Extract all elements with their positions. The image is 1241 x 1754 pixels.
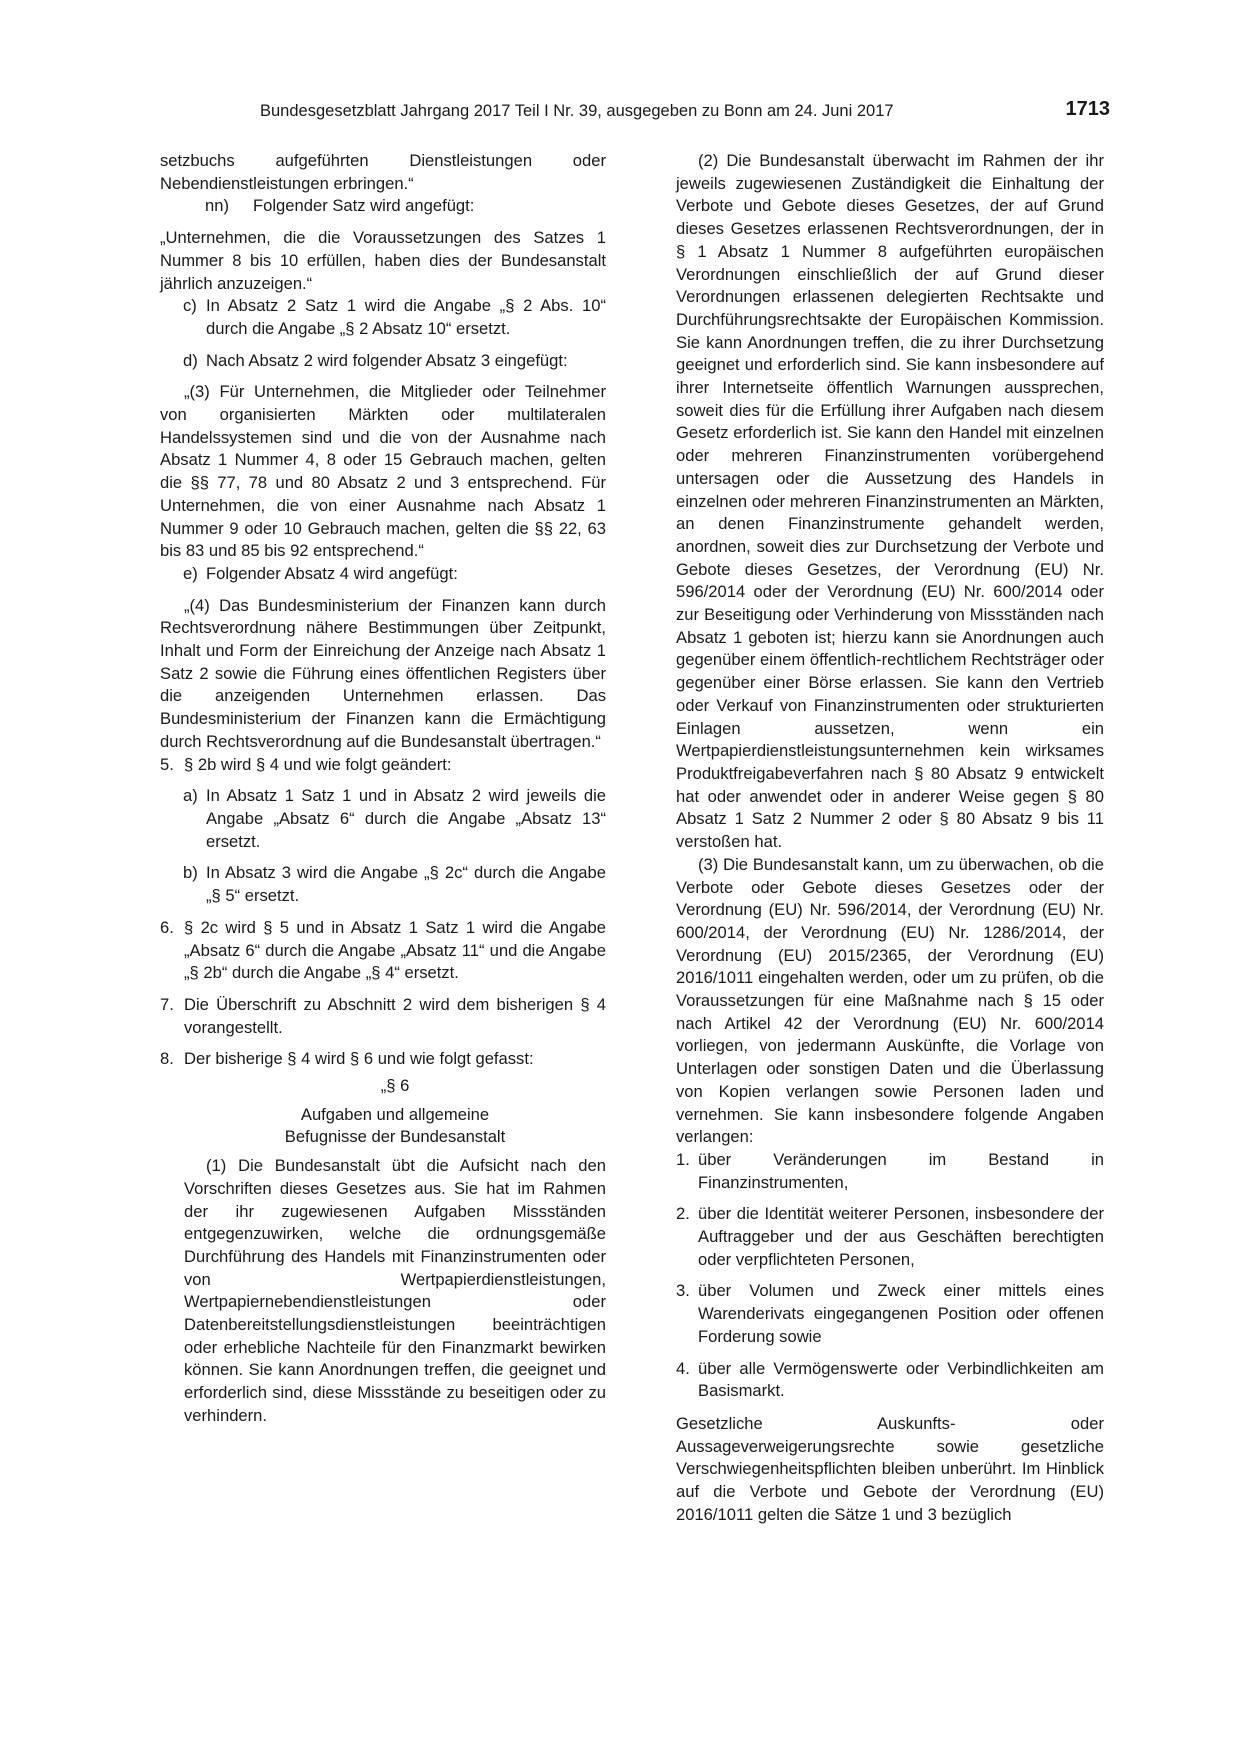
item-label: a) [183,786,198,806]
item-text: über Veränderungen im Bestand in Finanzinstrumenten, [698,1149,1104,1192]
running-title: Bundesgesetzblatt Jahrgang 2017 Teil I Nr. 39, ausgegeben zu Bonn am 24. Juni 2017 [260,102,894,120]
continued-text: setzbuchs aufgeführten Dienstleistungen oder Nebendienstleistungen erbringen.“ [160,151,606,193]
page-header [160,98,1110,126]
item-label: 1. [676,1149,690,1169]
item-text: über Volumen und Zweck einer mittels eines Warenderivats eingegangenen Position oder offenen Forderung sowie [698,1281,1104,1346]
item-text: über die Identität weiterer Personen, insbesondere der Auftraggeber und der aus Geschäften berechtigten oder verpflichteten Personen, [698,1204,1104,1269]
item-text: § 2c wird § 5 und in Absatz 1 Satz 1 wird die Angabe „Absatz 6“ durch die Angabe „Absatz 11“ und die Angabe „§ 2b“ durch die Angabe „§ 4“ ersetzt. [184,917,606,983]
section-title-line-2: Befugnisse der Bundesanstalt [284,1127,506,1147]
right-column [676,150,1104,1526]
list-item [676,1203,1104,1271]
section-paragraph-2: (2) Die Bundesanstalt überwacht im Rahmen der ihr jeweils zugewiesenen Zuständigkeit die Einhaltung der Verbote und Gebote dieses Gesetzes, der auf Grund dieses Gesetzes erlassenen Rechtsverordnungen, der in § 1 Absatz 1 Nummer 8 aufgeführten europäischen Verordnungen einschließlich der auf Grund dieser Verordnungen erlassenen delegierten Rechtsakte und Durchführungsrechtsakte der Europäischen Kommission. Sie kann Anordnungen treffen, die zu ihrer Durchsetzung geeignet und erforderlich sind. Sie kann insbesondere auf ihrer Internetseite öffentlich Warnungen aussprechen, soweit dies für die Erfüllung ihrer Aufgaben nach diesem Gesetz erforderlich ist. Sie kann den Handel mit einzelnen oder mehreren Finanzinstrumenten vorübergehend untersagen oder die Aussetzung des Handels in einzelnen oder mehreren Finanzinstrumenten an Märkten, an denen Finanzinstrumente gehandelt werden, anordnen, soweit dies zur Durchsetzung der Verbote und Gebote dieses Gesetzes, der Verordnung (EU) Nr. 596/2014 oder der Verordnung (EU) Nr. 600/2014 oder zur Beseitigung oder Verhinderung von Missständen nach Absatz 1 geboten ist; hierzu kann sie Anordnungen auch gegenüber einem öffentlich-rechtlichem Rechtsträger oder gegenüber einer Börse erlassen. Sie kann den Vertrieb oder Verkauf von Finanzinstrumenten oder strukturierten Einlagen aussetzen, wenn ein Wertpapierdienstleistungsunternehmen kein wirksames Produktfreigabeverfahren nach § 80 Absatz 9 entwickelt hat oder anwendet oder in anderer Weise gegen § 80 Absatz 1 Satz 2 Nummer 2 oder § 80 Absatz 9 bis 11 verstoßen hat. [676,151,1104,852]
item-label: 7. [160,994,174,1014]
list-item-8 [160,1048,606,1071]
item-text: Folgender Satz wird angefügt: [253,196,475,216]
item-label: 8. [160,1049,174,1069]
left-column [160,150,606,1428]
list-item-5a [183,785,606,853]
item-label: b) [183,863,198,883]
list-item [676,1149,1104,1194]
item-label: d) [183,350,198,370]
item-text: § 2b wird § 4 und wie folgt geändert: [184,754,452,774]
quoted-paragraph-3: „(3) Für Unternehmen, die Mitglieder oder Teilnehmer von organisierten Märkten oder multilateralen Handelssystemen sind und die von der Ausnahme nach Absatz 1 Nummer 4, 8 oder 15 Gebrauch machen, gelten die §§ 77, 78 und 80 Absatz 2 und 3 entsprechend. Für Unternehmen, die von einer Ausnahme nach Absatz 1 Nummer 9 oder 10 Gebrauch machen, gelten die §§ 22, 63 bis 83 und 85 bis 92 entsprechend.“ [160,382,606,561]
list-item-d [183,350,606,373]
item-label: nn) [205,196,229,216]
quoted-paragraph-4: „(4) Das Bundesministerium der Finanzen kann durch Rechtsverordnung nähere Bestimmungen über Zeitpunkt, Inhalt und Form der Einreichung der Anzeige nach Absatz 1 Satz 2 sowie die Führung eines öffentlichen Registers über die anzeigenden Unternehmen erlassen. Das Bundesministerium der Finanzen kann die Ermächtigung durch Rechtsverordnung auf die Bundesanstalt übertragen.“ [160,595,606,751]
closing-paragraph: Gesetzliche Auskunfts- oder Aussageverweigerungsrechte sowie gesetzliche Verschwiegenheitspflichten bleiben unberührt. Im Hinblick auf die Verbote und Gebote der Verordnung (EU) 2016/1011 gelten die Sätze 1 und 3 bezüglich [676,1413,1104,1524]
item-label: 3. [676,1281,690,1301]
quoted-sentence: „Unternehmen, die die Voraussetzungen des Satzes 1 Nummer 8 bis 10 erfüllen, haben dies der Bundesanstalt jährlich anzuzeigen.“ [160,228,606,293]
list-item-6 [160,917,606,985]
item-label: 4. [676,1358,690,1378]
item-text: In Absatz 1 Satz 1 und in Absatz 2 wird jeweils die Angabe „Absatz 6“ durch die Angabe „Absatz 13“ ersetzt. [206,786,606,851]
list-item-5b [183,862,606,907]
item-label: c) [183,296,197,316]
item-text: Folgender Absatz 4 wird angefügt: [206,563,458,583]
item-text: Die Überschrift zu Abschnitt 2 wird dem bisherigen § 4 vorangestellt. [184,994,606,1037]
list-item-7 [160,994,606,1039]
item-text: Der bisherige § 4 wird § 6 und wie folgt gefasst: [184,1049,534,1069]
list-item [676,1358,1104,1403]
section-number: „§ 6 [380,1076,410,1096]
item-label: 6. [160,917,174,937]
list-item-e [183,563,606,586]
item-label: e) [183,563,198,583]
item-label: 2. [676,1204,690,1224]
section-paragraph-1: (1) Die Bundesanstalt übt die Aufsicht nach den Vorschriften dieses Gesetzes aus. Sie hat im Rahmen der ihr zugewiesenen Aufgaben Missständen entgegenzuwirken, welche die ordnungsgemäße Durchführung des Handels mit Finanzinstrumenten oder von Wertpapierdienstleistungen, Wertpapiernebendienstleistungen oder Datenbereitstellungsdienstleistungen beeinträchtigen oder erhebliche Nachteile für den Finanzmarkt bewirken können. Sie kann Anordnungen treffen, die geeignet und erforderlich sind, diese Missstände zu beseitigen oder zu verhindern. [184,1156,606,1425]
item-text: In Absatz 2 Satz 1 wird die Angabe „§ 2 Abs. 10“ durch die Angabe „§ 2 Absatz 10“ ersetzt. [206,296,606,338]
list-item-5 [160,754,606,777]
section-paragraph-3: (3) Die Bundesanstalt kann, um zu überwachen, ob die Verbote oder Gebote dieses Gesetzes oder der Verordnung (EU) Nr. 596/2014, der Verordnung (EU) Nr. 600/2014, der Verordnung (EU) Nr. 1286/2014, der Verordnung (EU) 2015/2365, der Verordnung (EU) 2016/1011 eingehalten werden, oder um zu prüfen, ob die Voraussetzungen für eine Maßnahme nach § 15 oder nach Artikel 42 der Verordnung (EU) Nr. 600/2014 vorliegen, von jedermann Auskünfte, die Vorlage von Unterlagen oder sonstigen Daten und die Überlassung von Kopien verlangen sowie Personen laden und vernehmen. Sie kann insbesondere folgende Angaben verlangen: [676,854,1104,1147]
list-item-nn [205,195,606,218]
section-title-line-1: Aufgaben und allgemeine [300,1104,490,1124]
info-list [676,1149,1104,1403]
item-label: 5. [160,754,174,774]
page-number: 1713 [1065,98,1110,120]
list-item [676,1280,1104,1348]
list-item-c [183,295,606,340]
item-text: In Absatz 3 wird die Angabe „§ 2c“ durch die Angabe „§ 5“ ersetzt. [206,863,606,906]
item-text: über alle Vermögenswerte oder Verbindlichkeiten am Basismarkt. [698,1358,1104,1401]
item-text: Nach Absatz 2 wird folgender Absatz 3 eingefügt: [206,350,568,370]
